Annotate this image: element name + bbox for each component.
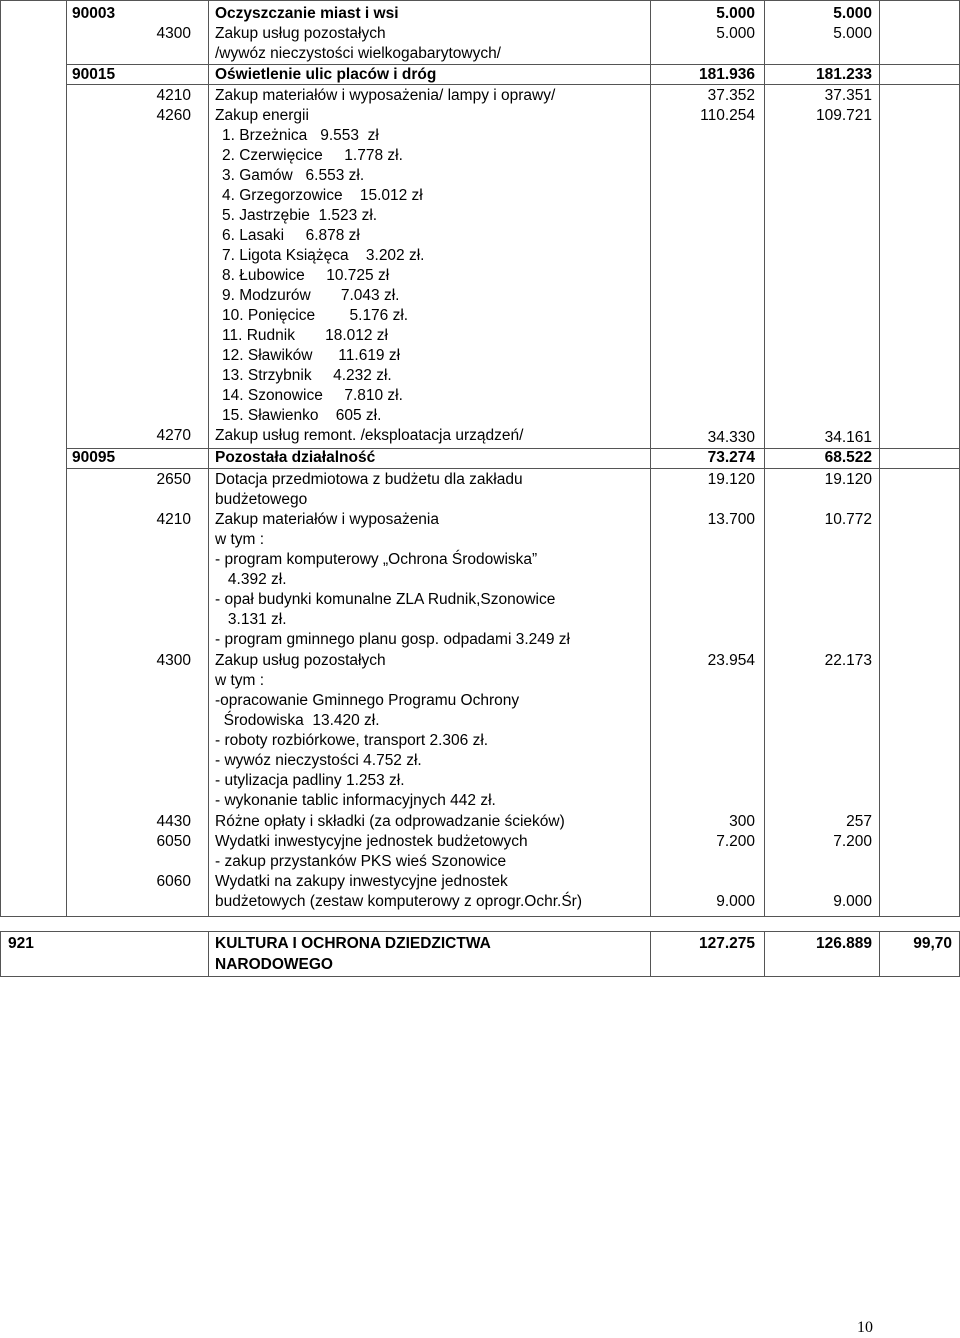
detail-line: -opracowanie Gminnego Programu Ochrony	[215, 692, 520, 709]
detail-line: w tym :	[215, 531, 265, 548]
column-divider	[0, 931, 1, 976]
percent-value: 99,70	[913, 935, 952, 952]
detail-line: 3.131 zł.	[215, 611, 287, 628]
plan-value: 181.936	[698, 66, 755, 83]
exec-value: 34.161	[824, 429, 872, 446]
paragraph-label: budżetowych (zestaw komputerowy z oprogr.Ochr.Śr)	[215, 893, 582, 910]
detail-line: - zakup przystanków PKS wieś Szonowice	[215, 853, 507, 870]
plan-value: 9.000	[716, 893, 755, 910]
row-divider	[0, 931, 960, 932]
list-item: 11. Rudnik 18.012 zł	[222, 327, 389, 344]
exec-value: 5.000	[833, 25, 872, 42]
column-divider	[0, 0, 1, 916]
section-title: Oświetlenie ulic placów i dróg	[215, 66, 437, 83]
row-divider	[66, 468, 960, 469]
detail-line: 4.392 zł.	[215, 571, 287, 588]
exec-value: 10.772	[824, 511, 872, 528]
plan-value: 19.120	[707, 471, 755, 488]
column-divider	[650, 931, 651, 976]
list-item: 8. Łubowice 10.725 zł	[222, 267, 390, 284]
paragraph-code: 4210	[156, 511, 191, 528]
section-title: Pozostała działalność	[215, 449, 376, 466]
detail-line: - wywóz nieczystości 4.752 zł.	[215, 752, 422, 769]
plan-value: 73.274	[707, 449, 755, 466]
exec-value: 5.000	[833, 5, 872, 22]
section-code: 90095	[72, 449, 116, 466]
column-divider	[879, 931, 880, 976]
exec-value: 181.233	[815, 66, 872, 83]
plan-value: 300	[729, 813, 755, 830]
paragraph-label: Zakup usług pozostałych	[215, 25, 386, 42]
plan-value: 5.000	[716, 5, 755, 22]
paragraph-code: 4210	[156, 87, 191, 104]
paragraph-code: 4300	[156, 652, 191, 669]
list-item: 9. Modzurów 7.043 zł.	[222, 287, 400, 304]
detail-line: - utylizacja padliny 1.253 zł.	[215, 772, 405, 789]
row-divider	[0, 976, 960, 977]
plan-value: 34.330	[707, 429, 755, 446]
list-item: 12. Sławików 11.619 zł	[222, 347, 401, 364]
section-title: Oczyszczanie miast i wsi	[215, 5, 399, 22]
paragraph-label: /wywóz nieczystości wielkogabarytowych/	[215, 45, 501, 62]
list-item: 10. Ponięcice 5.176 zł.	[222, 307, 409, 324]
column-divider	[764, 931, 765, 976]
paragraph-label: Wydatki na zakupy inwestycyjne jednostek	[215, 873, 508, 890]
paragraph-code: 6050	[156, 833, 191, 850]
row-divider	[0, 916, 960, 917]
section-title: KULTURA I OCHRONA DZIEDZICTWA	[215, 935, 491, 952]
detail-line: - roboty rozbiórkowe, transport 2.306 zł.	[215, 732, 489, 749]
list-item: 2. Czerwięcice 1.778 zł.	[222, 147, 403, 164]
plan-value: 127.275	[698, 935, 755, 952]
paragraph-label: Zakup usług pozostałych	[215, 652, 386, 669]
detail-line: Środowiska 13.420 zł.	[215, 712, 380, 729]
paragraph-label: Wydatki inwestycyjne jednostek budżetowych	[215, 833, 528, 850]
exec-value: 19.120	[824, 471, 872, 488]
column-divider	[66, 0, 67, 916]
list-item: 13. Strzybnik 4.232 zł.	[222, 367, 392, 384]
section-code: 921	[8, 935, 34, 952]
plan-value: 13.700	[707, 511, 755, 528]
paragraph-code: 4270	[156, 427, 191, 444]
paragraph-code: 6060	[156, 873, 191, 890]
paragraph-label: Zakup materiałów i wyposażenia/ lampy i oprawy/	[215, 87, 556, 104]
list-item: 15. Sławienko 605 zł.	[222, 407, 382, 424]
list-item: 5. Jastrzębie 1.523 zł.	[222, 207, 378, 224]
column-divider	[208, 931, 209, 976]
section-code: 90003	[72, 5, 116, 22]
exec-value: 9.000	[833, 893, 872, 910]
column-divider	[764, 0, 765, 916]
paragraph-label: Zakup energii	[215, 107, 309, 124]
paragraph-label: Dotacja przedmiotowa z budżetu dla zakładu	[215, 471, 523, 488]
detail-line: w tym :	[215, 672, 265, 689]
exec-value: 68.522	[824, 449, 872, 466]
paragraph-label: Różne opłaty i składki (za odprowadzanie ścieków)	[215, 813, 565, 830]
column-divider	[879, 0, 880, 916]
exec-value: 109.721	[815, 107, 872, 124]
exec-value: 37.351	[824, 87, 872, 104]
paragraph-label: Zakup usług remont. /eksploatacja urządzeń/	[215, 427, 524, 444]
plan-value: 5.000	[716, 25, 755, 42]
paragraph-label: Zakup materiałów i wyposażenia	[215, 511, 439, 528]
exec-value: 7.200	[833, 833, 872, 850]
detail-line: - wykonanie tablic informacyjnych 442 zł.	[215, 792, 496, 809]
exec-value: 257	[846, 813, 872, 830]
column-divider	[208, 0, 209, 916]
plan-value: 37.352	[707, 87, 755, 104]
page-number: 10	[857, 1319, 873, 1336]
paragraph-label: budżetowego	[215, 491, 308, 508]
exec-value: 22.173	[824, 652, 872, 669]
row-divider	[0, 0, 960, 1]
paragraph-code: 4260	[156, 107, 191, 124]
plan-value: 23.954	[707, 652, 755, 669]
list-item: 14. Szonowice 7.810 zł.	[222, 387, 403, 404]
plan-value: 7.200	[716, 833, 755, 850]
column-divider	[650, 0, 651, 916]
list-item: 1. Brzeżnica 9.553 zł	[222, 127, 379, 144]
section-code: 90015	[72, 66, 116, 83]
section-title: NARODOWEGO	[215, 956, 333, 973]
exec-value: 126.889	[815, 935, 872, 952]
list-item: 7. Ligota Książęca 3.202 zł.	[222, 247, 425, 264]
list-item: 4. Grzegorzowice 15.012 zł	[222, 187, 423, 204]
detail-line: - program komputerowy „Ochrona Środowiska”	[215, 551, 538, 568]
paragraph-code: 2650	[156, 471, 191, 488]
list-item: 3. Gamów 6.553 zł.	[222, 167, 365, 184]
paragraph-code: 4300	[156, 25, 191, 42]
paragraph-code: 4430	[156, 813, 191, 830]
plan-value: 110.254	[700, 107, 755, 124]
detail-line: - opał budynki komunalne ZLA Rudnik,Szonowice	[215, 591, 556, 608]
detail-line: - program gminnego planu gosp. odpadami 3.249 zł	[215, 631, 571, 648]
list-item: 6. Lasaki 6.878 zł	[222, 227, 360, 244]
